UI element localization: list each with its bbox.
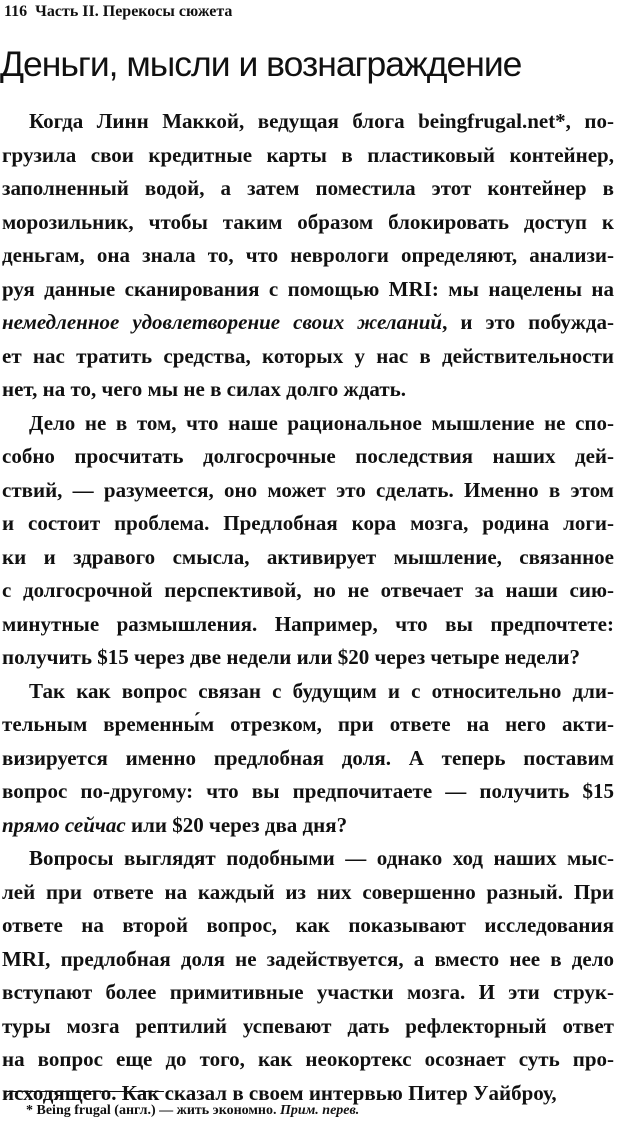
footnote-marker: *	[26, 1103, 33, 1118]
text-line: получить $15 через две недели или $20 через четыре недели?	[2, 645, 581, 669]
italic-phrase: прямо сейчас	[2, 812, 126, 837]
footnote-note: Прим. перев.	[280, 1103, 360, 1118]
footnote	[26, 1101, 359, 1121]
text-line: минутные размышления. Например, что вы предпочтете:	[2, 611, 614, 636]
text-line: вступают более примитивные участки мозга. И эти струк-	[2, 980, 614, 1004]
text-line: Вопросы выглядят подобными — однако ход наших мыс-	[29, 846, 614, 870]
body-text	[2, 105, 614, 1110]
chapter-title: Деньги, мысли и вознаграждение	[0, 44, 522, 84]
text-line: заполненный водой, а затем поместила этот контейнер в	[2, 176, 614, 200]
line-rest: , и это побуждa-	[442, 310, 614, 334]
text-line: грузила свои кредитные карты в пластиковый контейнер,	[2, 142, 614, 167]
text-line: туры мозга рептилий успевают дать рефлекторный ответ	[2, 1013, 614, 1038]
text-line: нет, на то, чего мы не в силах долго ждать.	[2, 377, 407, 401]
text-line: исходящего. Как сказал в своем интервью Питер Уайброу,	[2, 1080, 557, 1105]
text-line: собно просчитать долгосрочные последствия наших дей-	[2, 444, 614, 468]
text-line: руя данные сканирования с помощью MRI: мы нацелены на	[2, 276, 614, 301]
text-line: и состоит проблема. Предлобная кора мозга, родина логи-	[2, 511, 614, 535]
page-number: 116	[4, 3, 28, 20]
paragraph	[2, 407, 614, 675]
paragraph	[2, 842, 614, 1110]
text-line: вопрос по-другому: что вы предпочитаете — получить $15	[2, 779, 614, 803]
text-line	[2, 306, 614, 340]
footnote-divider	[4, 1091, 164, 1092]
text-line: Дело не в том, что наше рациональное мышление не спо-	[29, 410, 614, 435]
line-rest: или $20 через два дня?	[125, 812, 348, 837]
italic-phrase: немедленное удовлетворение своих желаний	[2, 310, 443, 334]
text-line	[2, 809, 614, 843]
text-line: на вопрос еще до того, как неокортекс осознает суть про-	[2, 1047, 614, 1071]
text-line: визируется именно предлобная доля. А теперь поставим	[2, 745, 614, 770]
footnote-text: Being frugal (англ.) — жить экономно.	[33, 1103, 281, 1118]
running-header	[4, 2, 232, 22]
text-line: MRI, предлобная доля не задействуется, а вместо нее в дело	[2, 946, 614, 971]
text-line: Так как вопрос связан с будущим и с относительно дли-	[29, 678, 614, 703]
text-line: Когда Линн Маккой, ведущая блога beingfrugal.net*, по-	[29, 109, 614, 133]
running-title: Часть II. Перекосы сюжета	[35, 3, 233, 20]
text-line: ответе на второй вопрос, как показывают исследования	[2, 913, 614, 937]
text-line: ствий, — разумеется, оно может это сделать. Именно в этом	[2, 477, 614, 502]
paragraph	[2, 105, 614, 407]
text-line: ет нас тратить средства, которых у нас в действительности	[2, 343, 614, 368]
text-line: лей при ответе на каждый из них совершенно разный. При	[2, 879, 614, 904]
text-line: тельным временны́м отрезком, при ответе на него акти-	[2, 712, 614, 736]
text-line: деньгам, она знала то, что неврологи определяют, анализи-	[2, 243, 614, 267]
text-line: морозильник, чтобы таким образом блокировать доступ к	[2, 209, 614, 234]
text-line: с долгосрочной перспективой, но не отвечает за наши сию-	[2, 578, 614, 602]
paragraph	[2, 675, 614, 843]
text-line: ки и здравого смысла, активирует мышление, связанное	[2, 544, 614, 569]
